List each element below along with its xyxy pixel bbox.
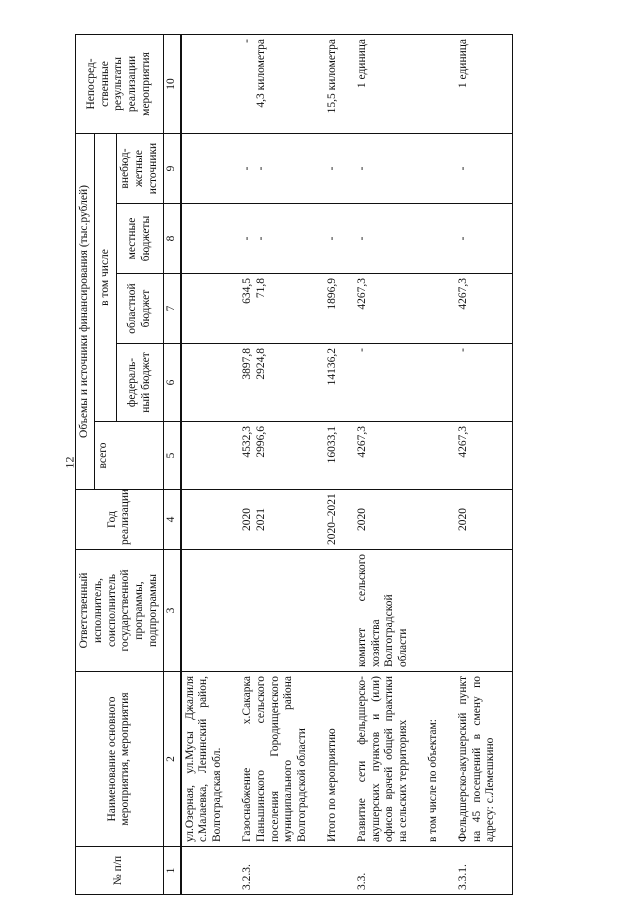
column-index-cell: 7 [163, 274, 180, 344]
row-total [425, 422, 455, 490]
row-federal-value: 14136,2 [325, 348, 338, 386]
row-years [324, 490, 354, 550]
row-years-value: 2020–2021 [325, 493, 338, 545]
row-result [324, 34, 354, 133]
header-results: Непосред-ственные результаты реализации мероприятия [76, 34, 164, 133]
row-total [455, 422, 513, 490]
row-name: Итого по мероприятию [324, 672, 354, 847]
row-federal-value: 3897,8 [240, 348, 253, 380]
row-total [354, 422, 425, 490]
row-total [324, 422, 354, 490]
row-executor [239, 550, 324, 672]
row-federal [239, 344, 324, 422]
row-result-value: - [240, 38, 253, 43]
row-extra [455, 133, 513, 203]
row-years-value: 2020 [355, 508, 368, 531]
table-row [425, 34, 455, 894]
row-number: 3.3.1. [455, 847, 513, 895]
row-result-value: 1 единица [456, 38, 469, 89]
row-result [425, 34, 455, 133]
row-local [239, 204, 324, 274]
row-result [354, 34, 425, 133]
row-extra-value: - [254, 166, 267, 171]
row-name: Развитие сети фельдшерско-акушерских пунктов и (или) офисов врачей общей практики на сельских территориях [354, 672, 425, 847]
column-index-cell: 5 [163, 422, 180, 490]
row-local [425, 204, 455, 274]
row-result-value: 4,3 километра [254, 38, 267, 108]
header-name: Наименование основного мероприятия, мероприятия [76, 672, 164, 847]
row-regional [425, 274, 455, 344]
row-local-value: - [355, 236, 368, 241]
row-total-value: 16033,1 [325, 426, 338, 464]
row-years-value: 2020 [240, 508, 253, 531]
row-executor: комитет сельского хозяйства Волгоградской области [354, 550, 425, 672]
row-years [425, 490, 455, 550]
row-total-value: 2996,6 [254, 426, 267, 458]
row-executor [181, 550, 239, 672]
row-local-value: - [254, 236, 267, 241]
row-local [181, 204, 239, 274]
header-incl: в том числе [94, 133, 117, 421]
row-years [455, 490, 513, 550]
row-result [239, 34, 324, 133]
row-local-value: - [240, 236, 253, 241]
row-executor [425, 550, 455, 672]
header-local: местные бюджеты [117, 204, 163, 274]
column-index-cell: 2 [163, 672, 180, 847]
row-regional-value: 634,5 [240, 278, 253, 304]
row-federal-value: 2924,8 [254, 348, 267, 380]
row-extra [354, 133, 425, 203]
row-result-value: 15,5 километра [325, 38, 338, 114]
row-extra-value: - [325, 166, 338, 171]
row-federal-value: - [456, 348, 469, 352]
row-name: в том числе по объектам: [425, 672, 455, 847]
column-index-row [163, 34, 180, 894]
row-total [239, 422, 324, 490]
header-num: № п/п [76, 847, 164, 895]
row-extra [425, 133, 455, 203]
table-row [354, 34, 425, 894]
row-result-value: 1 единица [355, 38, 368, 89]
row-regional [354, 274, 425, 344]
row-name: Газоснабжение х.Сакарка Паньшинского сельского поселения Городищенского муниципального района Волгоградской области [239, 672, 324, 847]
column-index-cell: 6 [163, 344, 180, 422]
row-number: 3.3. [354, 847, 425, 895]
page-number: 12 [62, 456, 77, 469]
row-regional-value: 71,8 [254, 278, 267, 299]
row-total-value: 4267,3 [456, 426, 469, 458]
row-federal [181, 344, 239, 422]
row-extra [239, 133, 324, 203]
financing-table [75, 34, 513, 895]
row-number [181, 847, 239, 895]
table-row [455, 34, 513, 894]
row-federal [425, 344, 455, 422]
header-executor: Ответственный исполнитель, соисполнитель государственной программы, подпрограммы [76, 550, 164, 672]
row-years-value: 2020 [456, 508, 469, 531]
row-federal [455, 344, 513, 422]
row-years-value: 2021 [254, 508, 267, 531]
row-number [324, 847, 354, 895]
header-federal: федераль-ный бюджет [117, 344, 163, 422]
row-regional [455, 274, 513, 344]
row-regional [324, 274, 354, 344]
row-regional-value: 4267,3 [355, 278, 368, 310]
column-index-cell: 10 [163, 34, 180, 133]
table-row [239, 34, 324, 894]
column-index-cell: 3 [163, 550, 180, 672]
row-local-value: - [456, 236, 469, 241]
row-regional-value: 1896,9 [325, 278, 338, 310]
row-federal-value: - [355, 348, 368, 352]
row-extra [181, 133, 239, 203]
row-federal [354, 344, 425, 422]
row-number: 3.2.3. [239, 847, 324, 895]
row-local [455, 204, 513, 274]
row-extra [324, 133, 354, 203]
row-local [324, 204, 354, 274]
row-regional-value: 4267,3 [456, 278, 469, 310]
row-regional [181, 274, 239, 344]
header-regional: областной бюджет [117, 274, 163, 344]
column-index-cell: 1 [163, 847, 180, 895]
row-regional [239, 274, 324, 344]
row-result [455, 34, 513, 133]
row-result [181, 34, 239, 133]
column-index-cell: 8 [163, 204, 180, 274]
column-index-cell: 4 [163, 490, 180, 550]
row-extra-value: - [456, 166, 469, 171]
header-extra: внебюд-жетные источники [117, 133, 163, 203]
row-total-value: 4267,3 [355, 426, 368, 458]
row-number [425, 847, 455, 895]
row-years [354, 490, 425, 550]
row-name: ул.Озерная, ул.Мусы Джалиля с.Малаевка, Ленинский район, Волгоградская обл. [181, 672, 239, 847]
row-executor [455, 550, 513, 672]
table-row [324, 34, 354, 894]
row-local [354, 204, 425, 274]
header-total: всего [94, 422, 163, 490]
table-row [181, 34, 239, 894]
row-extra-value: - [355, 166, 368, 171]
column-index-cell: 9 [163, 133, 180, 203]
row-executor [324, 550, 354, 672]
header-volumes: Объемы и источники финансирования (тыс.рублей) [76, 133, 95, 489]
row-extra-value: - [240, 166, 253, 171]
row-years [239, 490, 324, 550]
row-total [181, 422, 239, 490]
rotated-table-page [75, 35, 600, 895]
row-total-value: 4532,3 [240, 426, 253, 458]
row-years [181, 490, 239, 550]
header-year: Год реализации [76, 490, 164, 550]
row-local-value: - [325, 236, 338, 241]
row-name: Фельдшерско-акушерский пункт на 45 посещений в смену по адресу: с.Лемешкино [455, 672, 513, 847]
row-federal [324, 344, 354, 422]
